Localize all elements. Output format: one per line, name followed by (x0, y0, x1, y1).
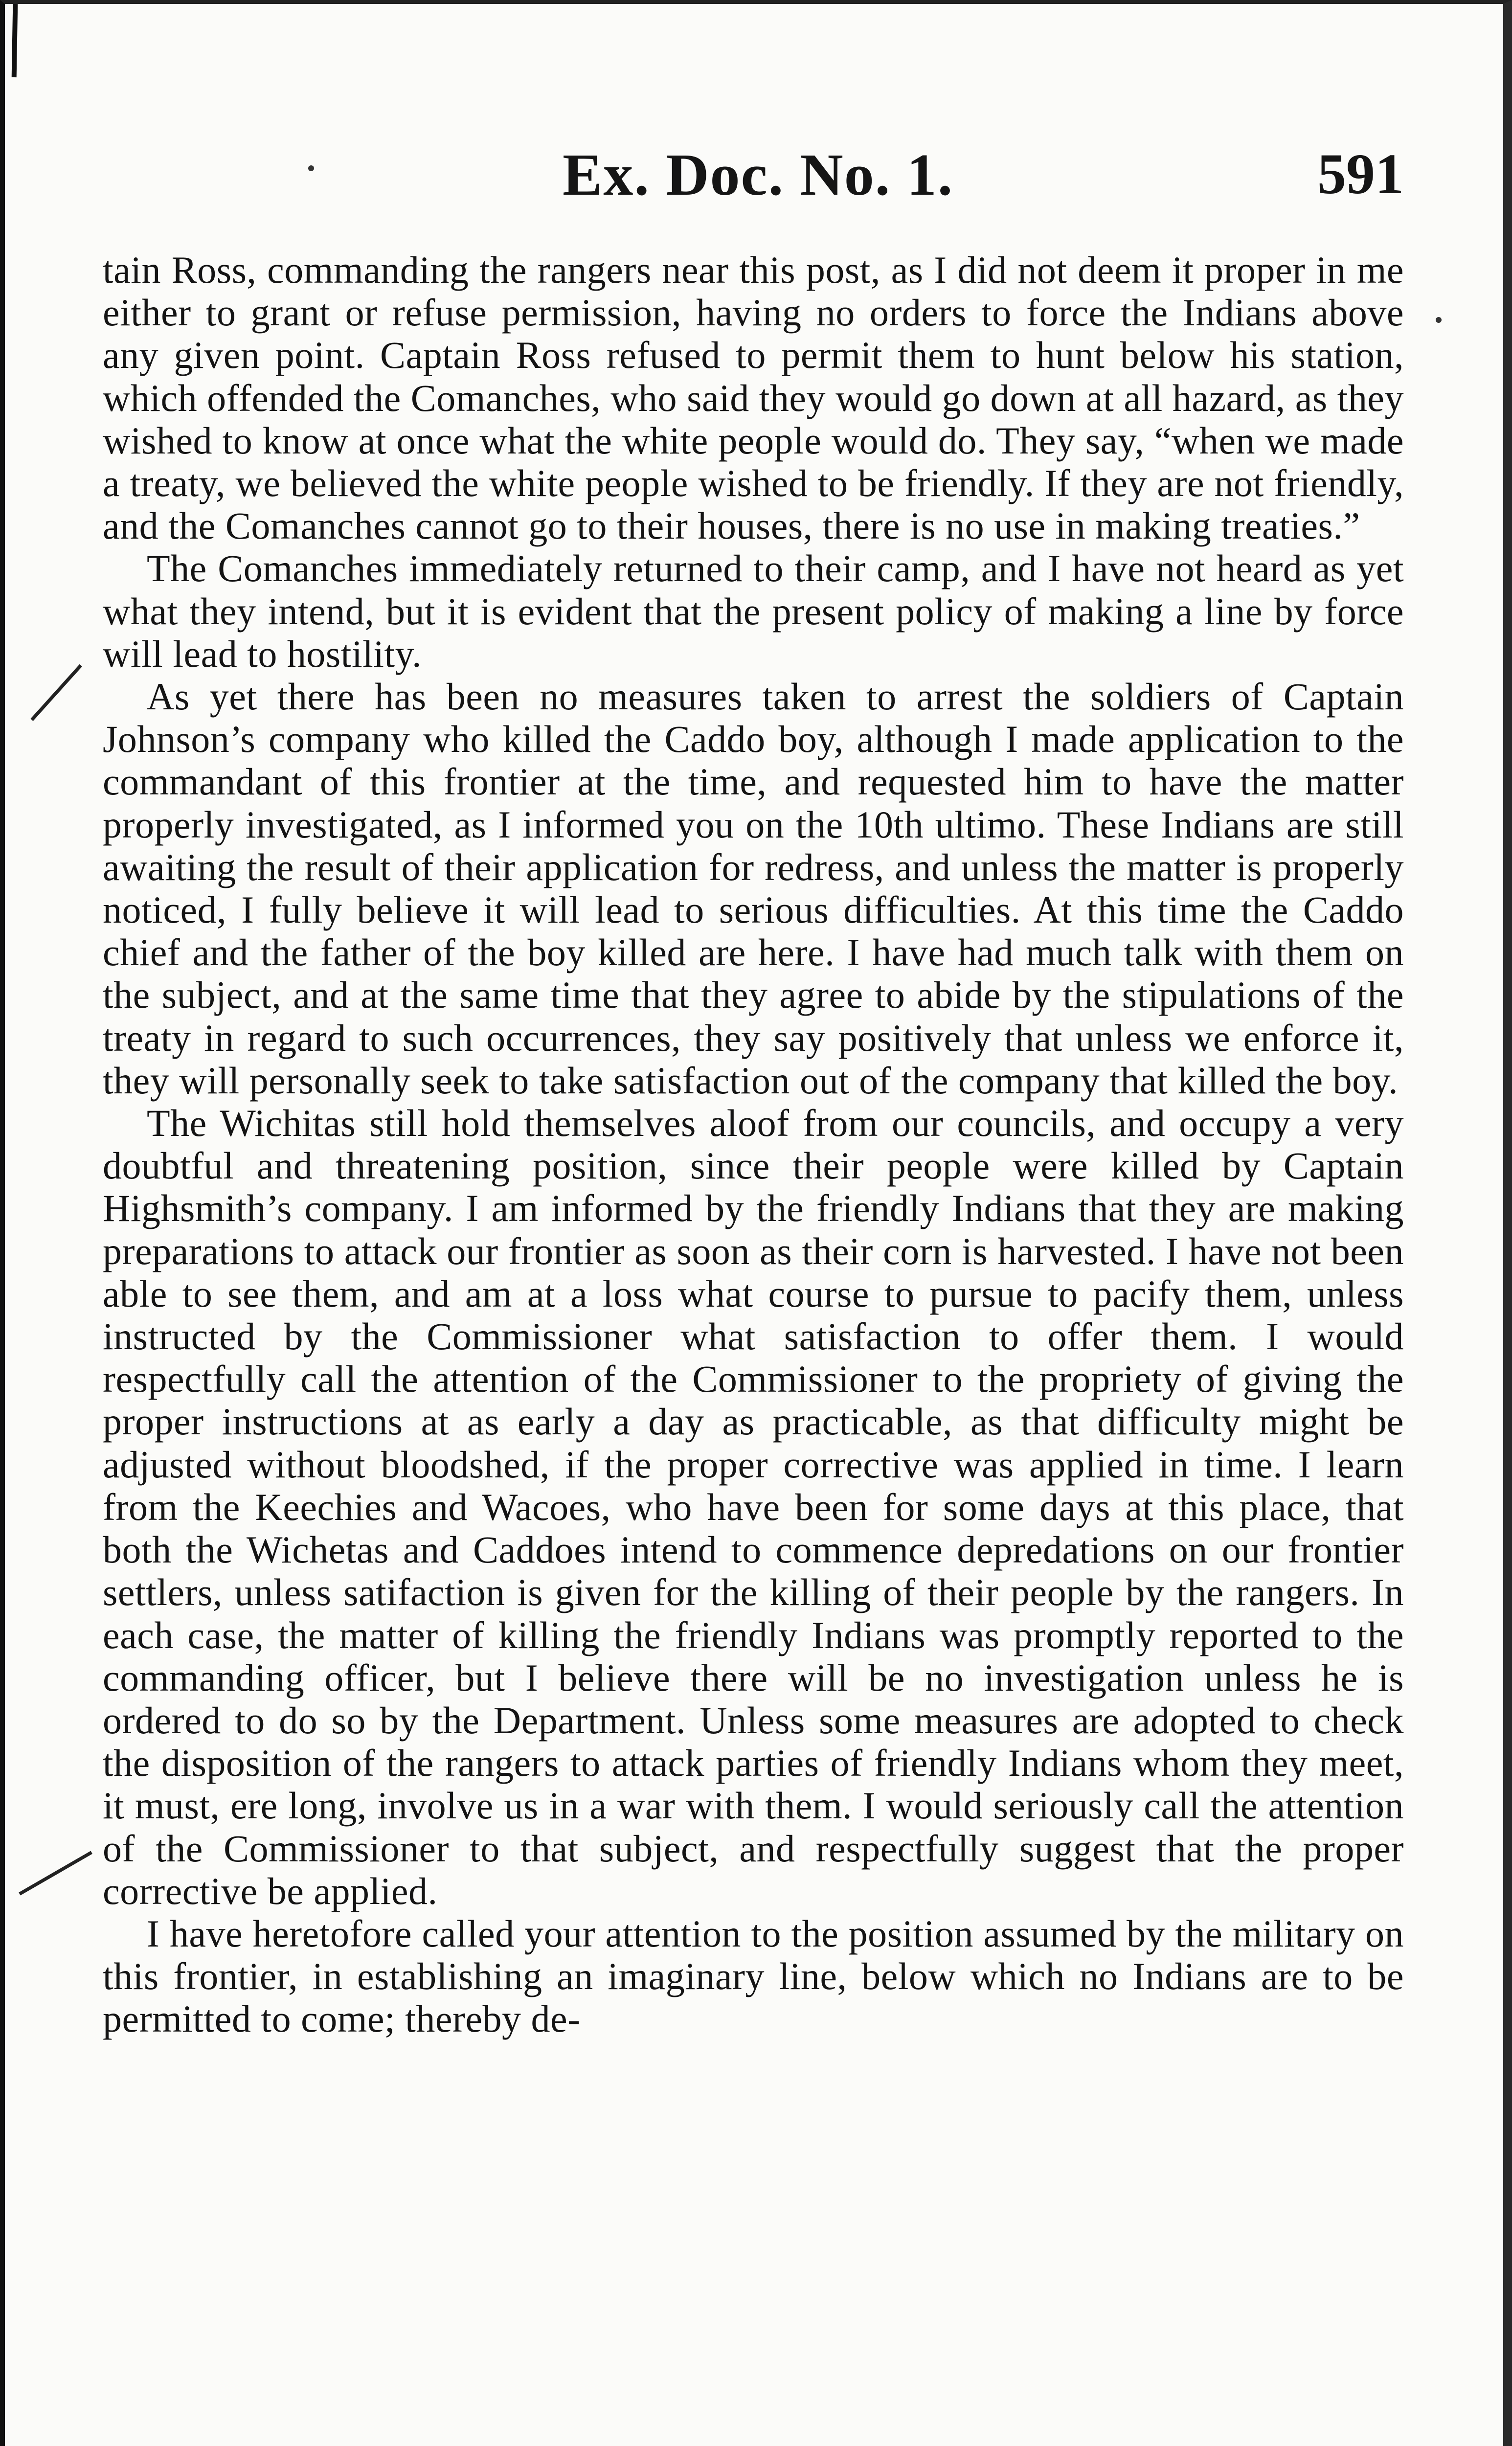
document-title: Ex. Doc. No. 1. (563, 142, 954, 208)
paragraph-5: I have heretofore called your attention to the position assumed by the military on this frontier, in establishing an imaginary line, below which no Indians are to be permitted to come; thereby de- (103, 1912, 1404, 2040)
body-text (103, 249, 1404, 2040)
page-header (103, 141, 1414, 219)
page-number: 591 (1317, 142, 1404, 206)
paragraph-3: As yet there has been no measures taken to arrest the soldiers of Captain Johnson’s company who killed the Caddo boy, although I made application to the commandant of this frontier at the time, and requested him to have the matter properly investigated, as I informed you on the 10th ultimo. These Indians are still awaiting the result of their application for redress, and unless the matter is properly noticed, I fully believe it will lead to serious difficulties. At this time the Caddo chief and the father of the boy killed are here. I have had much talk with them on the subject, and at the same time that they agree to abide by the stipulations of the treaty in regard to such occurrences, they say positively that unless we enforce it, they will personally seek to take satisfaction out of the company that killed the boy. (103, 675, 1404, 1102)
paragraph-1: tain Ross, commanding the rangers near this post, as I did not deem it proper in me either to grant or refuse permission, having no orders to force the Indians above any given point. Captain Ross refused to permit them to hunt below his station, which offended the Comanches, who said they would go down at all hazard, as they wished to know at once what the white people would do. They say, “when we made a treaty, we believed the white people wished to be friendly. If they are not friendly, and the Comanches cannot go to their houses, there is no use in making treaties.” (103, 249, 1404, 547)
margin-pencil-mark (30, 664, 82, 721)
margin-pencil-mark (19, 1851, 92, 1895)
paragraph-2: The Comanches immediately returned to their camp, and I have not heard as yet what they intend, but it is evident that the present policy of making a line by force will lead to hostility. (103, 547, 1404, 675)
ink-speck (1436, 317, 1442, 323)
paragraph-4: The Wichitas still hold themselves aloof from our councils, and occupy a very doubtful and threatening position, since their people were killed by Captain Highsmith’s company. I am informed by the friendly Indians that they are making preparations to attack our frontier as soon as their corn is harvested. I have not been able to see them, and am at a loss what course to pursue to pacify them, unless instructed by the Commissioner what satisfaction to offer them. I would respectfully call the attention of the Commissioner to the propriety of giving the proper instructions at as early a day as practicable, as that difficulty might be adjusted without bloodshed, if the proper corrective was applied in time. I learn from the Keechies and Wacoes, who have been for some days at this place, that both the Wichetas and Caddoes intend to commence depredations on our frontier settlers, unless satifaction is given for the killing of their people by the rangers. In each case, the matter of killing the friendly Indians was promptly reported to the commanding officer, but I believe there will be no investigation unless he is ordered to do so by the Department. Unless some measures are adopted to check the disposition of the rangers to attack parties of friendly Indians whom they meet, it must, ere long, involve us in a war with them. I would seriously call the attention of the Commissioner to that subject, and respectfully suggest that the proper corrective be applied. (103, 1102, 1404, 1912)
binding-mark (12, 4, 18, 77)
